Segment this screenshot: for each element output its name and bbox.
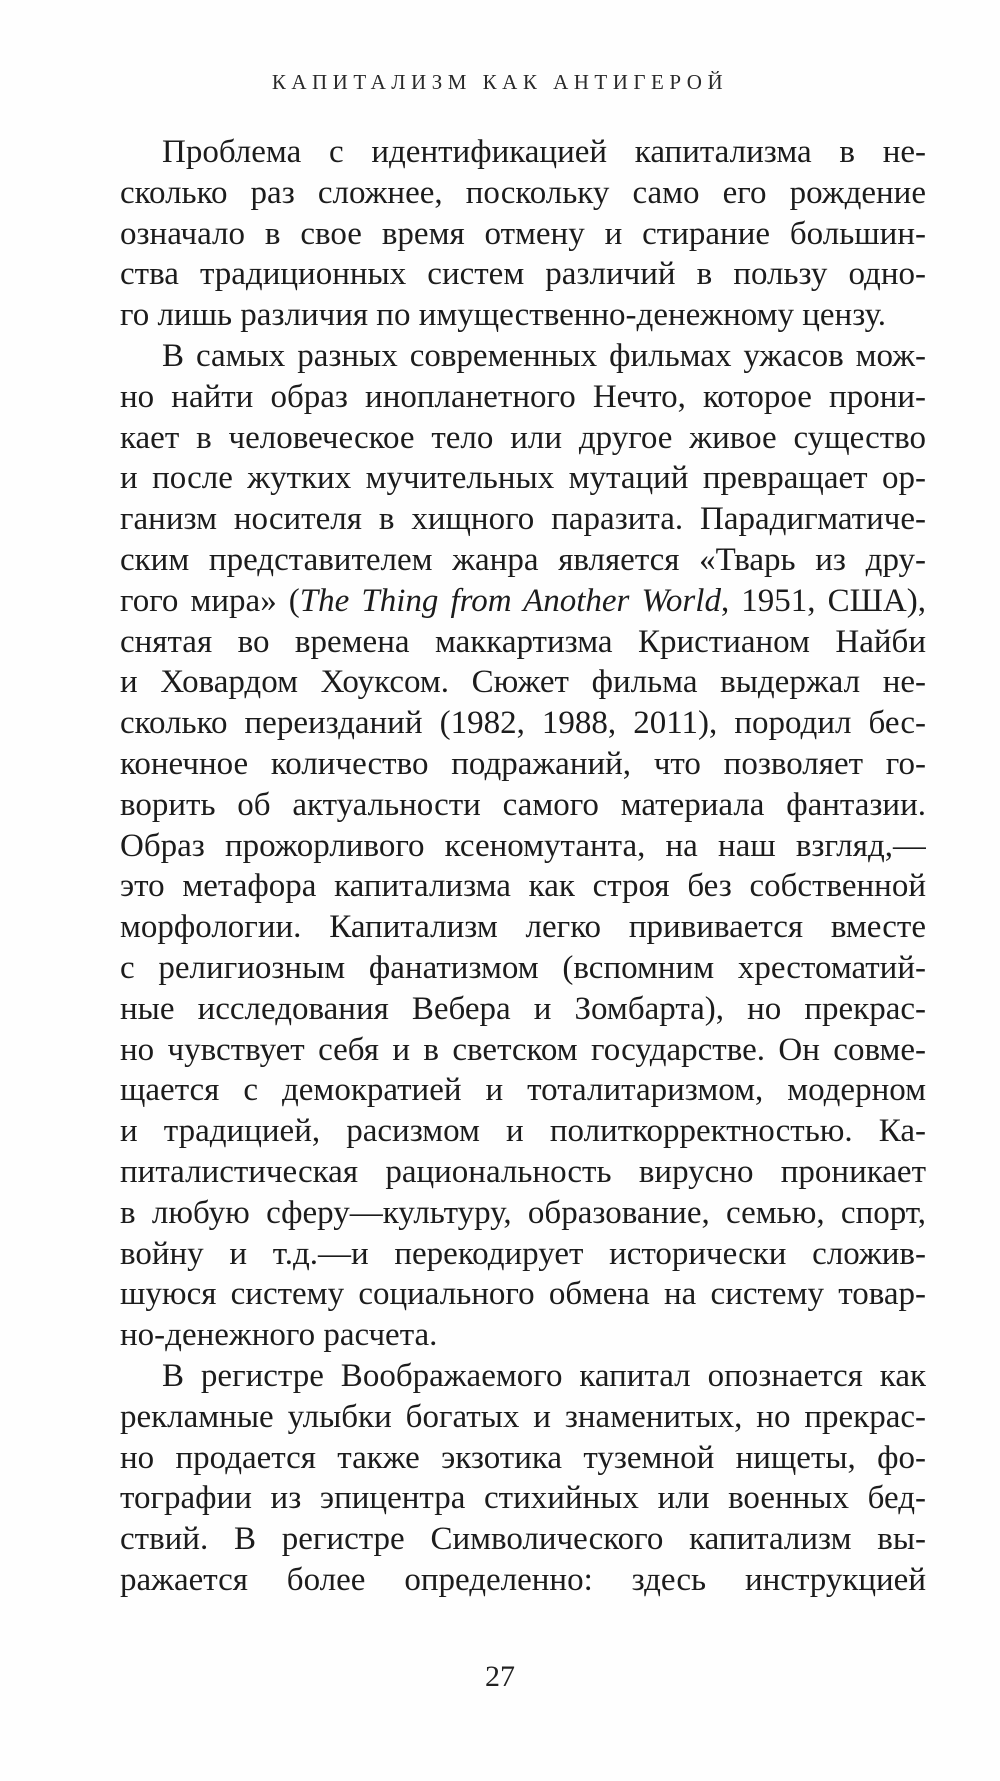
text-line: конечное количество подражаний, что позволяет го- [120, 745, 926, 782]
page-number: 27 [485, 1660, 515, 1693]
text-line: но найти образ инопланетного Нечто, которое прони- [120, 378, 926, 415]
text-line: В самых разных современных фильмах ужасов мож- [162, 337, 926, 374]
body-text [120, 132, 926, 1601]
text-line: и Ховардом Хоуксом. Сюжет фильма выдержал не- [120, 664, 926, 701]
text-line: но чувствует себя и в светском государстве. Он совме- [120, 1031, 926, 1068]
text-line: ганизм носителя в хищного паразита. Парадигматиче- [120, 501, 926, 538]
text-line: но-денежного расчета. [120, 1317, 438, 1354]
text-line: с религиозным фанатизмом (вспомним хрестоматий- [120, 949, 926, 986]
text-line: означало в свое время отмену и стирание большин- [120, 215, 926, 252]
text-line: сколько раз сложнее, поскольку само его рождение [120, 174, 926, 211]
text-line: войну и т.д.—и перекодирует исторически сложив- [120, 1235, 926, 1272]
text-line: тографии из эпицентра стихийных или военных бед- [120, 1480, 926, 1517]
text-line: ворить об актуальности самого материала фантазии. [120, 786, 926, 823]
text-line: ства традиционных систем различий в пользу одно- [120, 256, 926, 293]
text-line: Проблема с идентификацией капитализма в не- [162, 134, 926, 170]
text-line: ским представителем жанра является «Тварь из дру- [120, 541, 926, 578]
text-line: в любую сферу—культуру, образование, семью, спорт, [120, 1194, 926, 1231]
text-line: сколько переизданий (1982, 1988, 2011), породил бес- [120, 705, 926, 742]
text-segment: гого мира» ( [120, 582, 300, 619]
text-line: питалистическая рациональность вирусно проникает [120, 1153, 926, 1190]
running-head: КАПИТАЛИЗМ КАК АНТИГЕРОЙ [271, 70, 729, 94]
text-line: го лишь различия по имущественно-денежному цензу. [120, 297, 887, 334]
text-line: снятая во времена маккартизма Кристианом Найби [120, 623, 926, 660]
text-line: и традицией, расизмом и политкорректностью. Ка- [120, 1113, 926, 1150]
text-segment: , 1951, США), [720, 582, 926, 619]
text-line: это метафора капитализма как строя без собственной [120, 868, 926, 905]
text-line: ные исследования Вебера и Зомбарта), но прекрас- [120, 990, 926, 1027]
text-line: кает в человеческое тело или другое живое существо [120, 419, 926, 456]
text-line: но продается также экзотика туземной нищеты, фо- [120, 1439, 926, 1476]
text-line: рекламные улыбки богатых и знаменитых, но прекрас- [120, 1398, 926, 1435]
text-line: щается с демократией и тоталитаризмом, модерном [120, 1072, 926, 1109]
text-line: Образ прожорливого ксеномутанта, на наш взгляд,— [120, 827, 926, 864]
text-line: и после жутких мучительных мутаций превращает ор- [120, 460, 926, 497]
text-line: ражается более определенно: здесь инструкцией [120, 1561, 926, 1598]
text-line: ствий. В регистре Символического капитализм вы- [120, 1521, 926, 1558]
text-line [120, 581, 926, 622]
film-title-italic: The Thing from Another World [299, 582, 721, 619]
text-line: морфологии. Капитализм легко прививается вместе [120, 909, 926, 946]
text-line: В регистре Воображаемого капитал опознается как [162, 1357, 926, 1394]
text-line: шуюся систему социального обмена на систему товар- [120, 1276, 926, 1313]
